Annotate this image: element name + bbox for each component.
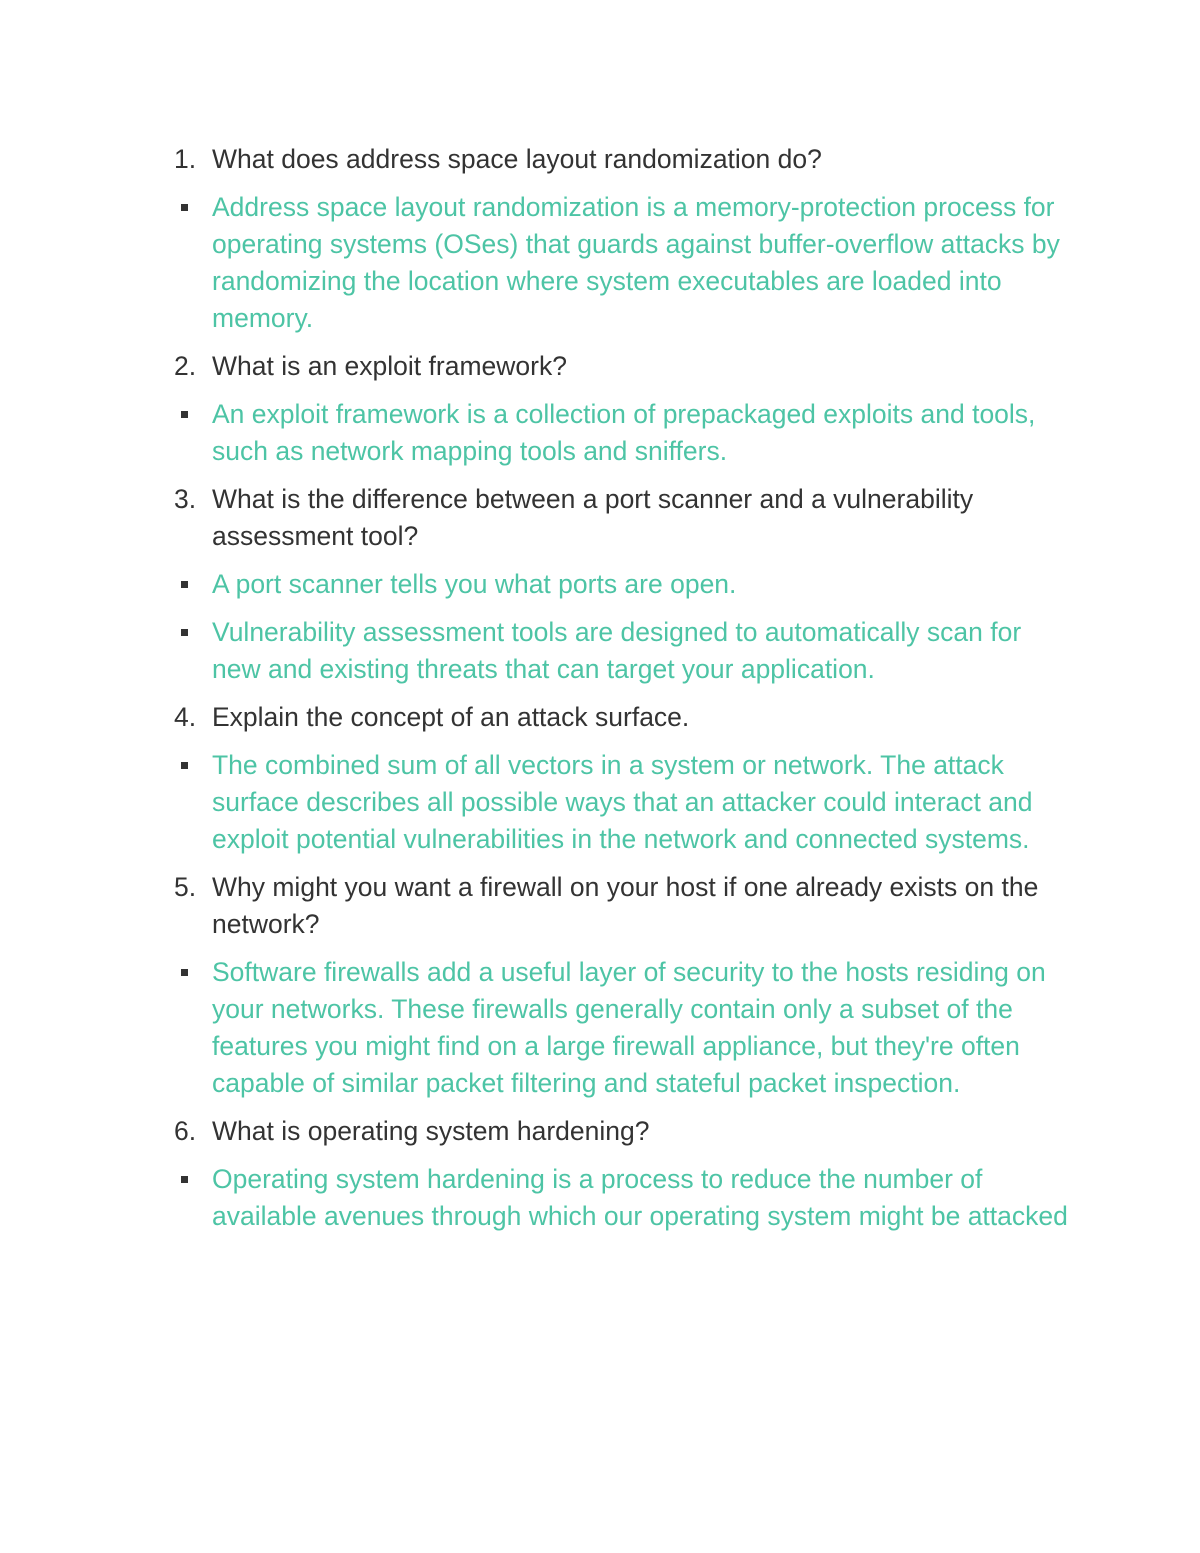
question-text: What is operating system hardening? bbox=[212, 1116, 650, 1146]
question-number: 1. bbox=[174, 144, 197, 174]
question-4 bbox=[174, 699, 1074, 736]
answer-text: An exploit framework is a collection of prepackaged exploits and tools, such as network mapping tools and sniffers. bbox=[212, 399, 1036, 466]
question-number: 5. bbox=[174, 872, 197, 902]
answer-2-1 bbox=[174, 396, 1074, 470]
answer-text: Address space layout randomization is a memory-protection process for operating systems (OSes) that guards against buffer-overflow attacks by randomizing the location where system executables are loaded into memory. bbox=[212, 192, 1060, 333]
answer-text: A port scanner tells you what ports are open. bbox=[212, 569, 737, 599]
answer-text: Operating system hardening is a process to reduce the number of available avenues through which our operating system might be attacked bbox=[212, 1164, 1068, 1231]
answer-4-1 bbox=[174, 747, 1074, 858]
question-number: 6. bbox=[174, 1116, 197, 1146]
question-text: What is an exploit framework? bbox=[212, 351, 567, 381]
answer-1-1 bbox=[174, 189, 1074, 337]
question-number: 4. bbox=[174, 702, 197, 732]
question-text: What does address space layout randomization do? bbox=[212, 144, 822, 174]
question-number: 3. bbox=[174, 484, 197, 514]
answer-text: Vulnerability assessment tools are designed to automatically scan for new and existing threats that can target your application. bbox=[212, 617, 1022, 684]
question-text: Explain the concept of an attack surface. bbox=[212, 702, 690, 732]
answer-3-1 bbox=[174, 566, 1074, 603]
question-5 bbox=[174, 869, 1074, 943]
qa-list bbox=[174, 141, 1074, 1246]
answer-text: Software firewalls add a useful layer of security to the hosts residing on your networks. These firewalls generally contain only a subset of the features you might find on a large firewall appliance, but they're often capable of similar packet filtering and stateful packet inspection. bbox=[212, 957, 1046, 1098]
question-text: Why might you want a firewall on your host if one already exists on the network? bbox=[212, 872, 1039, 939]
answer-text: The combined sum of all vectors in a system or network. The attack surface describes all possible ways that an attacker could interact and exploit potential vulnerabilities in the network and connected systems. bbox=[212, 750, 1033, 854]
question-text: What is the difference between a port scanner and a vulnerability assessment tool? bbox=[212, 484, 974, 551]
answer-5-1 bbox=[174, 954, 1074, 1102]
question-6 bbox=[174, 1113, 1074, 1150]
question-number: 2. bbox=[174, 351, 197, 381]
answer-3-2 bbox=[174, 614, 1074, 688]
question-3 bbox=[174, 481, 1074, 555]
answer-6-1 bbox=[174, 1161, 1074, 1235]
question-2 bbox=[174, 348, 1074, 385]
question-1 bbox=[174, 141, 1074, 178]
